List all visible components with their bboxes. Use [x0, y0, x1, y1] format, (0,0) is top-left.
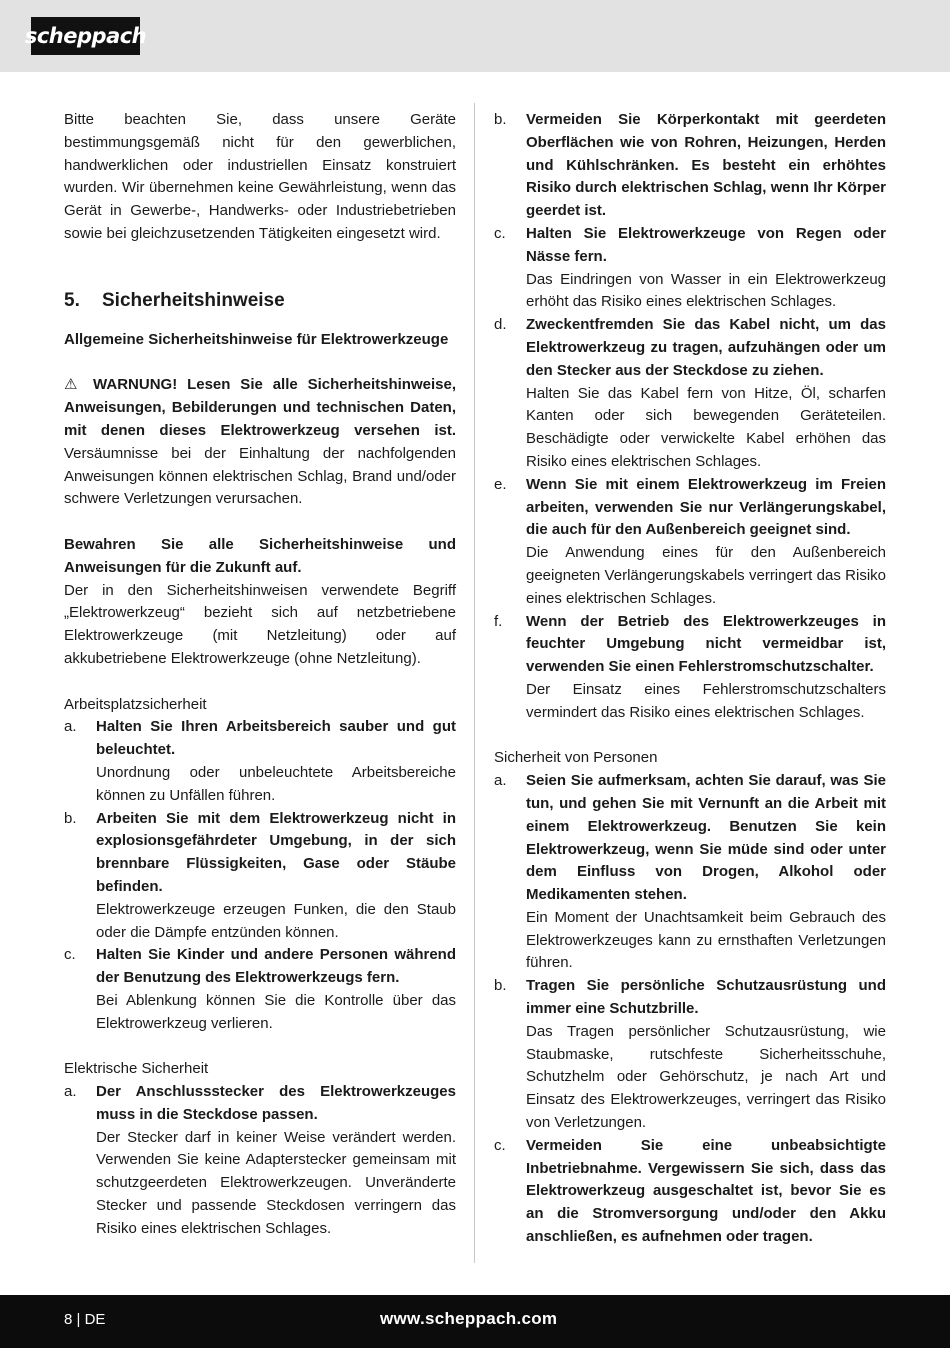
list-item	[494, 474, 886, 611]
item-text: Elektrowerkzeuge erzeugen Funken, die den Staub oder die Dämpfe entzünden können.	[96, 900, 456, 941]
electric-heading: Elektrische Sicherheit	[64, 1060, 209, 1078]
item-bold: Halten Sie Kinder und andere Personen während der Benutzung des Elektrowerkzeugs fern.	[96, 946, 456, 987]
item-bold: Wenn der Betrieb des Elektrowerkzeuges in feuchter Umgebung nicht vermeidbar ist, verwenden Sie einen Fehlerstromschutzschalter.	[526, 612, 886, 676]
keep-instructions-text: Der in den Sicherheitshinweisen verwendete Begriff „Elektrowerkzeug“ bezieht sich auf netzbetriebene Elektrowerkzeuge (mit Netzleitung) oder auf akkubetriebene Elektrowerkzeuge (ohne Netzleitung).	[64, 581, 456, 667]
list-item	[64, 808, 456, 945]
item-marker: e.	[494, 475, 507, 493]
item-text: Das Eindringen von Wasser in ein Elektrowerkzeug erhöht das Risiko eines elektrischen Schlages.	[526, 270, 886, 311]
list-item	[494, 975, 886, 1135]
brand-logo: scheppach	[31, 17, 140, 55]
list-item	[494, 611, 886, 725]
item-marker: f.	[494, 612, 503, 630]
list-item	[494, 770, 886, 975]
section-number: 5.	[64, 289, 80, 311]
list-item	[64, 716, 456, 807]
warning-text: Versäumnisse bei der Einhaltung der nachfolgenden Anweisungen können elektrischen Schlag, Brand und/oder schwere Verletzungen verursachen.	[64, 444, 456, 508]
item-text: Das Tragen persönlicher Schutzausrüstung, wie Staubmaske, rutschfeste Sicherheitsschuhe, Schutzhelm oder Gehörschutz, je nach Art und Einsatz des Elektrowerkzeuges, verringert das Risiko von Verletzungen.	[526, 1022, 886, 1132]
item-text: Unordnung oder unbeleuchtete Arbeitsbereiche können zu Unfällen führen.	[96, 763, 456, 804]
item-marker: c.	[494, 224, 506, 242]
list-item	[494, 109, 886, 223]
item-marker: b.	[494, 977, 507, 995]
list-item	[64, 1081, 456, 1241]
item-bold: Halten Sie Elektrowerkzeuge von Regen oder Nässe fern.	[526, 224, 886, 265]
item-bold: Tragen Sie persönliche Schutzausrüstung und immer eine Schutzbrille.	[526, 977, 886, 1018]
workplace-list	[64, 716, 456, 1035]
item-text: Der Stecker darf in keiner Weise verändert werden. Verwenden Sie keine Adapterstecker gemeinsam mit schutzgeerdeten Elektrowerkzeugen. Unveränderte Stecker und passende Steckdosen verringern das Risiko eines elektrischen Schlages.	[96, 1128, 456, 1237]
list-item	[494, 1135, 886, 1249]
persons-heading: Sicherheit von Personen	[494, 749, 658, 767]
right-column	[494, 109, 886, 1249]
list-item	[494, 314, 886, 474]
item-marker: a.	[494, 772, 507, 790]
list-item	[494, 223, 886, 314]
item-marker: c.	[494, 1136, 506, 1154]
list-item	[64, 944, 456, 1035]
item-bold: Wenn Sie mit einem Elektrowerkzeug im Freien arbeiten, verwenden Sie nur Verlängerungskabel, die auch für den Außenbereich geeignet sind.	[526, 475, 886, 539]
item-bold: Arbeiten Sie mit dem Elektrowerkzeug nicht in explosionsgefährdeter Umgebung, in der sich brennbare Flüssigkeiten, Gase oder Stäube befinden.	[96, 809, 456, 895]
page-number: 8 | DE	[64, 1311, 106, 1328]
item-text: Die Anwendung eines für den Außenbereich geeigneten Verlängerungskabels verringert das Risiko eines elektrischen Schlages.	[526, 544, 886, 607]
item-bold: Vermeiden Sie Körperkontakt mit geerdeten Oberflächen wie von Rohren, Heizungen, Herden und Kühlschränken. Es besteht ein erhöhtes Risiko durch elektrischen Schlag, wenn Ihr Körper geerdet ist.	[526, 111, 886, 220]
item-marker: b.	[64, 809, 77, 827]
item-text: Der Einsatz eines Fehlerstromschutzschalters vermindert das Risiko eines elektrischen Schlages.	[526, 680, 886, 721]
item-marker: c.	[64, 946, 76, 964]
item-text: Ein Moment der Unachtsamkeit beim Gebrauch des Elektrowerkzeuges kann zu ernsthaften Verletzungen führen.	[526, 908, 886, 972]
item-marker: a.	[64, 718, 77, 736]
left-column	[64, 109, 456, 1241]
item-bold: Der Anschlussstecker des Elektrowerkzeuges muss in die Steckdose passen.	[96, 1083, 456, 1123]
section-heading	[64, 288, 456, 314]
workplace-heading: Arbeitsplatzsicherheit	[64, 695, 207, 713]
item-bold: Seien Sie aufmerksam, achten Sie darauf, was Sie tun, und gehen Sie mit Vernunft an die Arbeit mit einem Elektrowerkzeug. Benutzen Sie kein Elektrowerkzeug, wenn Sie müde sind oder unter dem Einfluss von Drogen, Alkohol oder Medikamenten stehen.	[526, 772, 886, 904]
column-divider	[474, 103, 475, 1263]
section-title: Sicherheitshinweise	[102, 289, 285, 311]
item-bold: Halten Sie Ihren Arbeitsbereich sauber und gut beleuchtet.	[96, 718, 456, 759]
item-marker: d.	[494, 316, 507, 334]
general-heading: Allgemeine Sicherheitshinweise für Elektrowerkzeuge	[64, 330, 449, 348]
warning-paragraph	[64, 374, 456, 511]
page-footer	[0, 1295, 950, 1348]
warning-bold: ⚠ WARNUNG! Lesen Sie alle Sicherheitshinweise, Anweisungen, Bebilderungen und technischen Daten, mit denen dieses Elektrowerkzeug versehen ist.	[64, 376, 456, 439]
keep-instructions-bold: Bewahren Sie alle Sicherheitshinweise und Anweisungen für die Zukunft auf.	[64, 535, 456, 576]
item-text: Bei Ablenkung können Sie die Kontrolle über das Elektrowerkzeug verlieren.	[96, 991, 456, 1032]
item-marker: a.	[64, 1083, 77, 1101]
page-header	[0, 0, 950, 72]
item-marker: b.	[494, 111, 507, 128]
item-text: Halten Sie das Kabel fern von Hitze, Öl, scharfen Kanten oder sich bewegenden Geräteteilen. Beschädigte oder verwickelte Kabel erhöhen das Risiko eines elektrischen Schlages.	[526, 384, 886, 470]
intro-paragraph: Bitte beachten Sie, dass unsere Geräte bestimmungsgemäß nicht für den gewerblichen, handwerklichen oder industriellen Einsatz konstruiert wurden. Wir übernehmen keine Gewährleistung, wenn das Gerät in Gewerbe-, Handwerks- oder Industriebetrieben sowie bei gleichzusetzenden Tätigkeiten eingesetzt wird.	[64, 111, 456, 242]
item-bold: Vermeiden Sie eine unbeabsichtigte Inbetriebnahme. Vergewissern Sie sich, dass das Elektrowerkzeug ausgeschaltet ist, bevor Sie es an die Stromversorgung und/oder den Akku anschließen, es aufnehmen oder tragen.	[526, 1136, 886, 1246]
website-link[interactable]: www.scheppach.com	[380, 1309, 558, 1328]
item-bold: Zweckentfremden Sie das Kabel nicht, um das Elektrowerkzeug zu tragen, aufzuhängen oder um den Stecker aus der Steckdose zu ziehen.	[526, 316, 886, 379]
